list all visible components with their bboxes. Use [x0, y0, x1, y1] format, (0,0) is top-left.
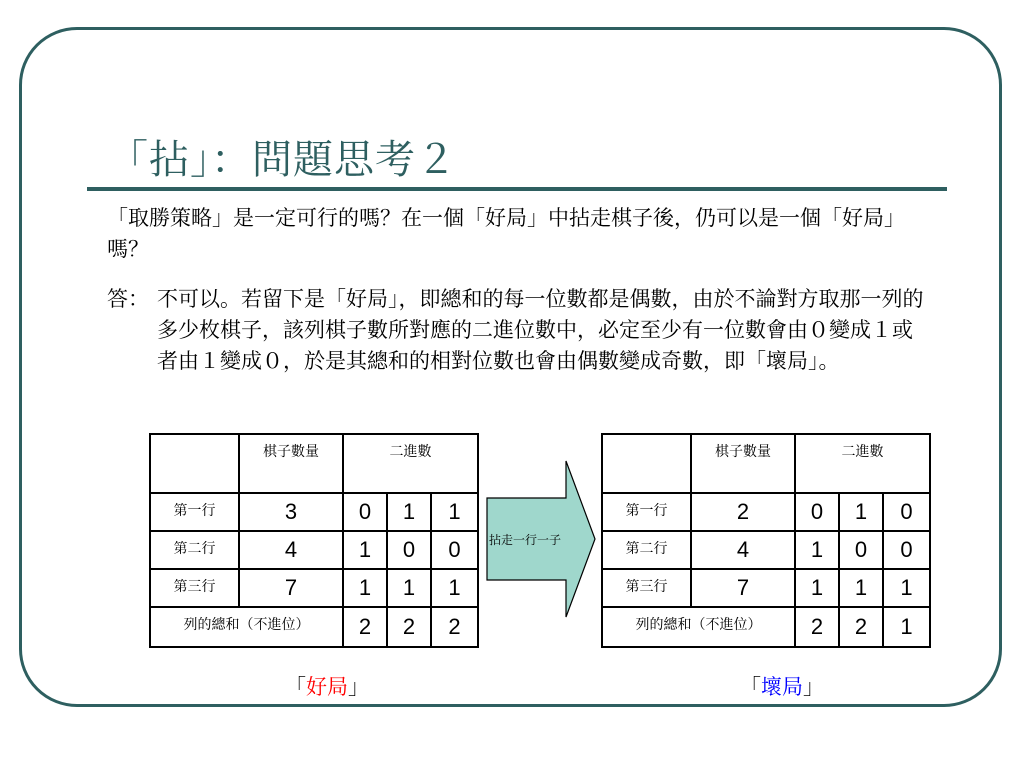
sum-row [150, 607, 478, 647]
row-count: 2 [691, 493, 795, 531]
row-count: 4 [691, 531, 795, 569]
table-row [602, 531, 930, 569]
bad-position-table [601, 433, 931, 648]
binary-digit: 1 [343, 569, 387, 607]
binary-digit: 1 [839, 493, 883, 531]
row-label: 第三行 [150, 569, 239, 607]
row-count: 7 [691, 569, 795, 607]
sum-digit: 2 [431, 607, 478, 647]
binary-digit: 1 [795, 531, 839, 569]
binary-digit: 1 [431, 569, 478, 607]
binary-digit: 1 [387, 493, 431, 531]
row-label: 第一行 [150, 493, 239, 531]
row-label: 第一行 [602, 493, 691, 531]
binary-digit: 0 [839, 531, 883, 569]
table-row [150, 531, 478, 569]
header-count: 棋子數量 [239, 434, 343, 493]
sum-label: 列的總和（不進位） [602, 607, 795, 647]
table-row [602, 493, 930, 531]
sum-label: 列的總和（不進位） [150, 607, 343, 647]
caption-text: 壞局 [761, 675, 803, 699]
binary-digit: 1 [839, 569, 883, 607]
title-divider [87, 187, 947, 191]
caption-text: 好局 [306, 675, 348, 699]
binary-digit: 1 [387, 569, 431, 607]
caption-bracket-close: 」 [348, 675, 369, 699]
caption-bracket-close: 」 [803, 675, 824, 699]
sum-digit: 2 [387, 607, 431, 647]
header-empty-cell [150, 434, 239, 493]
row-count: 4 [239, 531, 343, 569]
table-row [150, 493, 478, 531]
binary-digit: 1 [431, 493, 478, 531]
good-position-table [149, 433, 479, 648]
binary-digit: 0 [343, 493, 387, 531]
sum-row [602, 607, 930, 647]
sum-digit: 2 [343, 607, 387, 647]
binary-digit: 0 [387, 531, 431, 569]
bad-position-caption [740, 671, 824, 701]
sum-digit: 2 [839, 607, 883, 647]
answer-label: 答： [107, 287, 149, 311]
table-row [150, 569, 478, 607]
binary-digit: 0 [883, 531, 930, 569]
header-binary: 二進數 [795, 434, 930, 493]
arrow-label: 拈走一行一子 [489, 533, 562, 547]
row-label: 第二行 [602, 531, 691, 569]
slide-title: 「拈」：問題思考２ [108, 137, 457, 183]
caption-bracket-open: 「 [285, 675, 306, 699]
header-binary: 二進數 [343, 434, 478, 493]
header-empty-cell [602, 434, 691, 493]
binary-digit: 1 [795, 569, 839, 607]
row-count: 3 [239, 493, 343, 531]
sum-digit: 1 [883, 607, 930, 647]
binary-digit: 0 [431, 531, 478, 569]
row-label: 第三行 [602, 569, 691, 607]
row-label: 第二行 [150, 531, 239, 569]
header-count: 棋子數量 [691, 434, 795, 493]
answer-text: 不可以。若留下是「好局」，即總和的每一位數都是偶數，由於不論對方取那一列的多少枚棋子，該列棋子數所對應的二進位數中，必定至少有一位數會由０變成１或者由１變成０，於是其總和的相對位數也會由偶數變成奇數，即「壞局」。 [157, 287, 924, 373]
good-position-caption [285, 671, 369, 701]
sum-digit: 2 [795, 607, 839, 647]
table-row [602, 569, 930, 607]
binary-digit: 1 [343, 531, 387, 569]
question-text: 「取勝策略」是一定可行的嗎？在一個「好局」中拈走棋子後，仍可以是一個「好局」嗎？ [107, 206, 905, 261]
binary-digit: 0 [883, 493, 930, 531]
row-count: 7 [239, 569, 343, 607]
binary-digit: 1 [883, 569, 930, 607]
binary-digit: 0 [795, 493, 839, 531]
caption-bracket-open: 「 [740, 675, 761, 699]
